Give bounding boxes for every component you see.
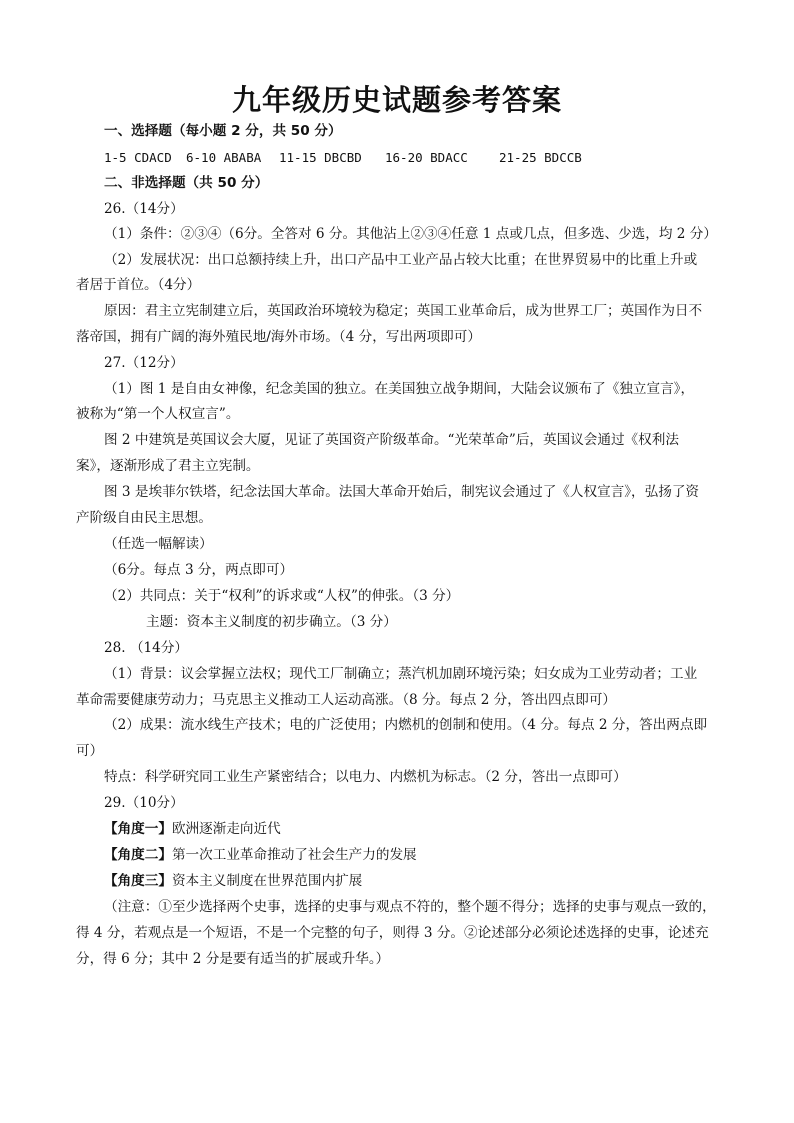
q28-part1-line2: 革命需要健康劳动力；马克思主义推动工人运动高涨。（8 分。每点 2 分，答出四点即可） <box>76 692 617 708</box>
q29-note-line1: （注意：①至少选择两个史事，选择的史事与观点不符的，整个题不得分；选择的史事与观点一致的， <box>104 899 716 915</box>
q26-heading: 26.（14分） <box>104 201 184 217</box>
q29-angle-2 <box>104 846 417 864</box>
q29-angle-1-tag: 【角度一】 <box>104 821 172 837</box>
answers-11-15: 11-15 DBCBD <box>279 150 362 165</box>
answers-1-5: 1-5 CDACD <box>104 150 172 165</box>
q27-figure3-line1: 图 3 是埃菲尔铁塔，纪念法国大革命。法国大革命开始后，制宪议会通过了《人权宣言》，弘扬了资 <box>104 484 700 500</box>
q27-choose-note: （任选一幅解读） <box>104 536 213 552</box>
multiple-choice-answers <box>104 149 582 167</box>
q28-part2-line1: （2）成果：流水线生产技术；电的广泛使用；内燃机的创制和使用。（4 分。每点 2 分，答出两点即 <box>104 717 708 733</box>
answers-6-10: 6-10 ABABA <box>186 150 262 165</box>
section-1-heading: 一、选择题（每小题 2 分，共 50 分） <box>104 123 342 139</box>
q29-angle-1 <box>104 820 281 838</box>
q29-angle-1-text: 欧洲逐渐走向近代 <box>171 821 281 837</box>
q28-feature: 特点：科学研究同工业生产紧密结合；以电力、内燃机为标志。（2 分，答出一点即可） <box>104 769 627 785</box>
q28-part2-line2: 可） <box>76 743 104 759</box>
q28-heading: 28. （14分） <box>104 640 189 656</box>
q29-note-line3: 分，得 6 分；其中 2 分是要有适当的扩展或升华。） <box>76 951 390 967</box>
q27-figure2-line2: 案》，逐渐形成了君主立宪制。 <box>76 458 260 474</box>
q27-figure3-line2: 产阶级自由民主思想。 <box>76 510 212 526</box>
q29-angle-3 <box>104 872 362 890</box>
q28-part1-line1: （1）背景：议会掌握立法权；现代工厂制确立；蒸汽机加剧环境污染；妇女成为工业劳动者；工业 <box>104 666 698 682</box>
q29-angle-3-tag: 【角度三】 <box>104 873 172 889</box>
q27-figure1-line1: （1）图 1 是自由女神像，纪念美国的独立。在美国独立战争期间，大陆会议颁布了《独立宣言》， <box>104 381 695 397</box>
page-title: 九年级历史试题参考答案 <box>231 83 562 117</box>
q26-part1: （1）条件：②③④（6分。全答对 6 分。其他沾上②③④任意 1 点或几点，但多选、少选，均 2 分） <box>104 226 717 242</box>
q27-score-note: （6分。每点 3 分，两点即可） <box>104 562 294 578</box>
q27-heading: 27.（12分） <box>104 355 184 371</box>
answers-21-25: 21-25 BDCCB <box>499 150 582 165</box>
q26-part2-line2: 者居于首位。（4分） <box>76 277 201 293</box>
q27-part2-common: （2）共同点：关于“权利”的诉求或“人权”的伸张。（3 分） <box>104 588 460 604</box>
q26-reason-line1: 原因：君主立宪制建立后，英国政治环境较为稳定；英国工业革命后，成为世界工厂；英国作为日不 <box>104 303 703 319</box>
answers-16-20: 16-20 BDACC <box>385 150 468 165</box>
q29-note-line2: 得 4 分，若观点是一个短语，不是一个完整的句子，则得 3 分。②论述部分必须论述选择的史事，论述充 <box>76 925 709 941</box>
section-2-heading: 二、非选择题（共 50 分） <box>104 175 269 191</box>
q26-reason-line2: 落帝国，拥有广阔的海外殖民地/海外市场。（4 分，写出两项即可） <box>76 329 481 345</box>
q29-angle-2-tag: 【角度二】 <box>104 847 172 863</box>
q27-part2-theme: 主题：资本主义制度的初步确立。（3 分） <box>146 614 397 630</box>
q27-figure2-line1: 图 2 中建筑是英国议会大厦，见证了英国资产阶级革命。“光荣革命”后，英国议会通过《权利法 <box>104 432 679 448</box>
q26-part2-line1: （2）发展状况：出口总额持续上升，出口产品中工业产品占较大比重；在世界贸易中的比重上升或 <box>104 252 698 268</box>
q27-figure1-line2: 被称为“第一个人权宣言”。 <box>76 406 240 422</box>
q29-heading: 29.（10分） <box>104 795 184 811</box>
q29-angle-2-text: 第一次工业革命推动了社会生产力的发展 <box>171 847 417 863</box>
q29-angle-3-text: 资本主义制度在世界范围内扩展 <box>171 873 363 889</box>
